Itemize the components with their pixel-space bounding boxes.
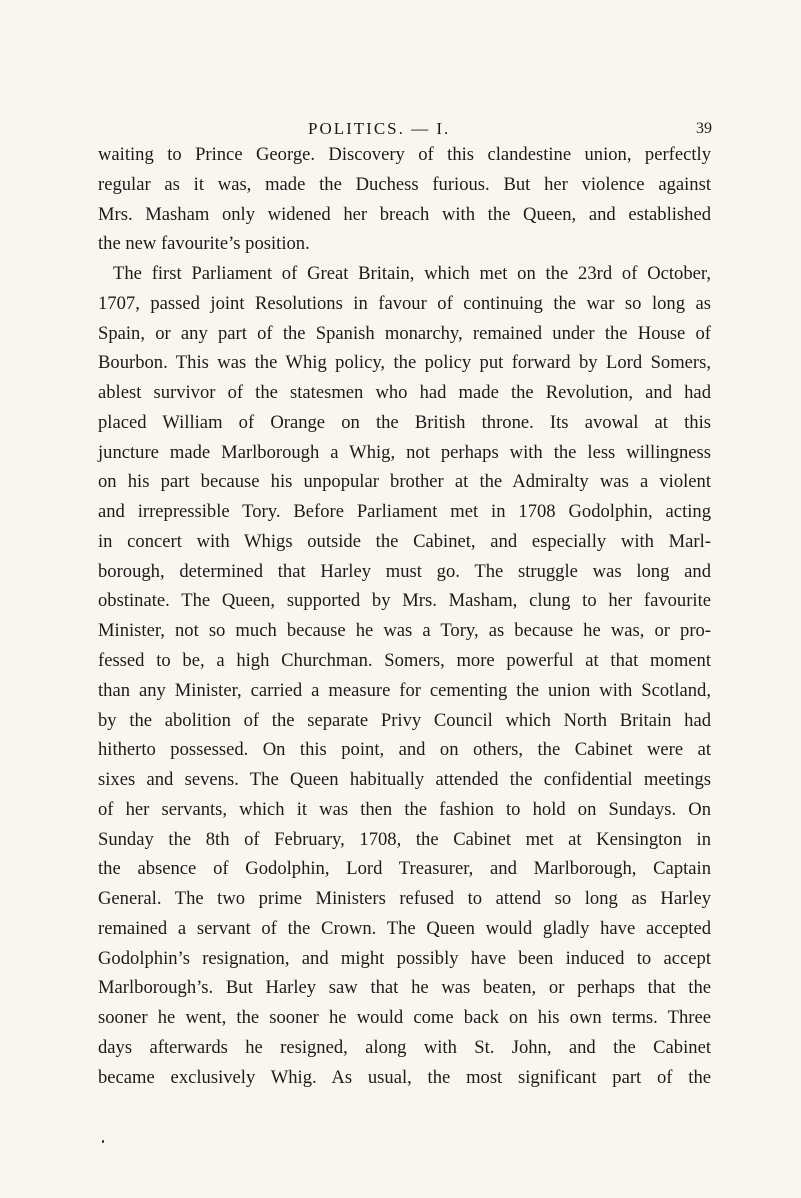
text-line: General. The two prime Ministers refused to attend so long as Harley — [98, 888, 711, 910]
text-line: juncture made Marlborough a Whig, not perhaps with the less willingness — [98, 441, 711, 463]
page-number: 39 — [696, 120, 712, 137]
text-line: fessed to be, a high Churchman. Somers, more powerful at that moment — [98, 650, 711, 672]
text-line: of her servants, which it was then the fashion to hold on Sundays. On — [98, 798, 711, 820]
text-line: Minister, not so much because he was a Tory, as because he was, or pro- — [98, 620, 711, 642]
text-line: Sunday the 8th of February, 1708, the Cabinet met at Kensington in — [98, 828, 711, 850]
text-line: by the abolition of the separate Privy Council which North Britain had — [98, 709, 711, 731]
ink-speck — [102, 1140, 104, 1143]
text-line: borough, determined that Harley must go. The struggle was long and — [98, 560, 711, 582]
text-line: waiting to Prince George. Discovery of this clandestine union, perfectly — [98, 144, 711, 165]
text-line: regular as it was, made the Duchess furious. But her violence against — [98, 173, 711, 195]
text-line: Marlborough’s. But Harley saw that he was beaten, or perhaps that the — [98, 977, 711, 999]
body-text — [98, 140, 711, 1093]
text-line: hitherto possessed. On this point, and on others, the Cabinet were at — [98, 739, 711, 761]
text-line: Mrs. Masham only widened her breach with the Queen, and established — [98, 203, 711, 225]
text-line: Godolphin’s resignation, and might possibly have been induced to accept — [98, 947, 711, 969]
text-line: and irrepressible Tory. Before Parliament met in 1708 Godolphin, acting — [98, 501, 711, 523]
text-line: placed William of Orange on the British throne. Its avowal at this — [98, 411, 711, 433]
text-line: on his part because his unpopular brother at the Admiralty was a violent — [98, 471, 711, 493]
text-line: sooner he went, the sooner he would come back on his own terms. Three — [98, 1007, 711, 1029]
text-line: days afterwards he resigned, along with St. John, and the Cabinet — [98, 1036, 711, 1058]
text-line: sixes and sevens. The Queen habitually attended the confidential meetings — [98, 769, 711, 791]
running-title: POLITICS. — I. — [308, 119, 451, 138]
text-line: in concert with Whigs outside the Cabinet, and especially with Marl- — [98, 530, 711, 552]
text-line: ablest survivor of the statesmen who had made the Revolution, and had — [98, 382, 711, 404]
text-line: than any Minister, carried a measure for cementing the union with Scotland, — [98, 679, 711, 701]
text-line: remained a servant of the Crown. The Queen would gladly have accepted — [98, 917, 711, 939]
text-line: 1707, passed joint Resolutions in favour of continuing the war so long as — [98, 292, 711, 314]
text-line: Spain, or any part of the Spanish monarchy, remained under the House of — [98, 322, 711, 344]
text-line: obstinate. The Queen, supported by Mrs. Masham, clung to her favourite — [98, 590, 711, 612]
text-line: the absence of Godolphin, Lord Treasurer, and Marlborough, Captain — [98, 858, 711, 880]
running-head — [0, 118, 801, 140]
text-line: became exclusively Whig. As usual, the most significant part of the — [98, 1066, 711, 1088]
text-line: the new favourite’s position. — [98, 233, 310, 255]
text-line: Bourbon. This was the Whig policy, the policy put forward by Lord Somers, — [98, 352, 711, 374]
text-line: The first Parliament of Great Britain, which met on the 23rd of October, — [113, 263, 711, 285]
